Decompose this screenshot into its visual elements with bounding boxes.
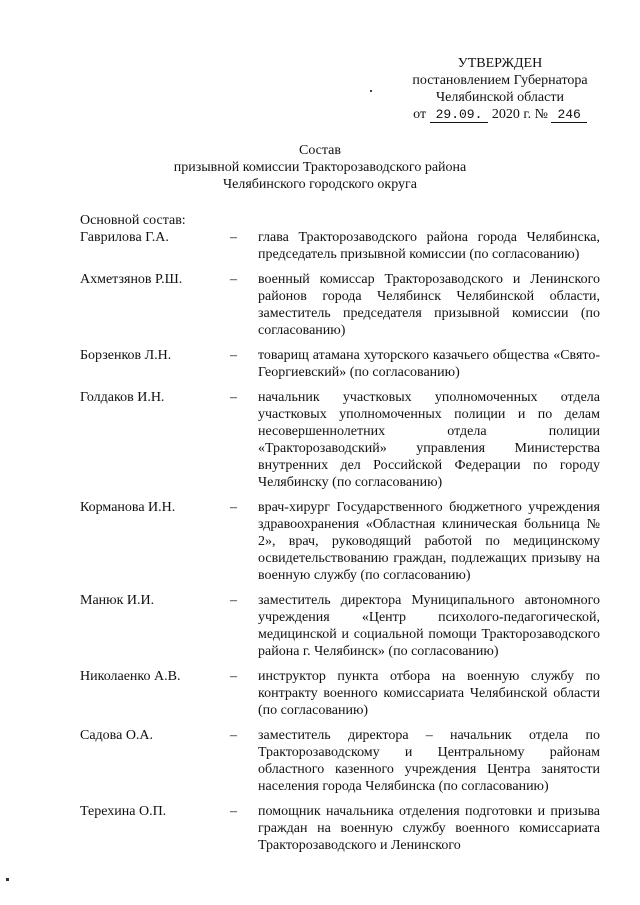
date-suffix: 2020 г. № [491,107,548,122]
member-description: товарищ атамана хуторского казачьего общества «Свято-Георгиевский» (по согласованию) [258,348,600,380]
title-line-1: Состав [298,143,341,158]
member-dash: – [230,728,237,743]
member-name: Терехина О.П. [80,804,167,819]
approval-line-1: постановлением Губернатора [412,73,588,88]
member-description: заместитель директора – начальник отдела по Тракторозаводскому и Центральному районам областного казенного учреждения Центра занятости населения города Челябинска (по согласованию) [258,728,600,794]
member-description: военный комиссар Тракторозаводского и Ленинского районов города Челябинск Челябинской области, заместитель председателя призывной комиссии (по согласованию) [258,272,600,338]
member-description: помощник начальника отделения подготовки и призыва граждан на военную службу военного комиссариата Тракторозаводского и Ленинского [258,804,600,853]
member-dash: – [230,390,237,405]
member-row [80,668,600,719]
member-dash: – [230,804,237,819]
member-dash: – [230,272,237,287]
member-dash: – [230,348,237,363]
approval-block [395,55,605,123]
member-dash: – [230,230,237,245]
member-dash: – [230,669,237,684]
member-description: заместитель директора Муниципального автономного учреждения «Центр психолого-педагогической, медицинской и социальной помощи Тракторозаводского района г. Челябинск» (по согласованию) [258,593,600,659]
member-dash: – [230,593,237,608]
document-title [0,142,640,193]
member-list [80,229,600,862]
member-name: Манюк И.И. [80,593,155,608]
approval-heading: УТВЕРЖДЕН [457,56,543,71]
member-row [80,271,600,339]
member-name: Корманова И.Н. [80,500,176,515]
scan-speck [370,90,372,92]
approval-line-2: Челябинской области [436,90,564,105]
member-name: Ахметзянов Р.Ш. [80,272,183,287]
member-name: Борзенков Л.Н. [80,348,172,363]
member-name: Голдаков И.Н. [80,390,165,405]
date-value: 29.09. [430,107,489,123]
member-name: Николаенко А.В. [80,669,181,684]
document-number: 246 [551,107,586,123]
member-description: инструктор пункта отбора на военную службу по контракту военного комиссариата Челябинской области (по согласованию) [258,669,600,718]
member-dash: – [230,500,237,515]
member-description: начальник участковых уполномоченных отдела участковых уполномоченных полиции и по делам несовершеннолетних отдела полиции «Тракторозаводский» управления Министерства внутренних дел Российской Федерации по городу Челябинску (по согласованию) [258,390,600,490]
title-line-3: Челябинского городского округа [223,177,417,192]
member-row [80,803,600,854]
approval-date-line [395,106,605,123]
member-row [80,592,600,660]
member-name: Гаврилова Г.А. [80,230,169,245]
member-row [80,499,600,584]
member-name: Садова О.А. [80,728,154,743]
date-prefix: от [413,107,427,122]
section-label: Основной состав: [80,213,186,228]
scan-speck [6,878,9,881]
member-description: врач-хирург Государственного бюджетного учреждения здравоохранения «Областная клиническая больница № 2», врач, руководящий работой по медицинскому освидетельствованию граждан, подлежащих призыву на военную службу (по согласованию) [258,500,600,583]
member-row [80,229,600,263]
title-line-2: призывной комиссии Тракторозаводского района [173,160,467,175]
member-row [80,389,600,491]
member-row [80,347,600,381]
member-row [80,727,600,795]
member-description: глава Тракторозаводского района города Челябинска, председатель призывной комиссии (по согласованию) [258,230,600,262]
